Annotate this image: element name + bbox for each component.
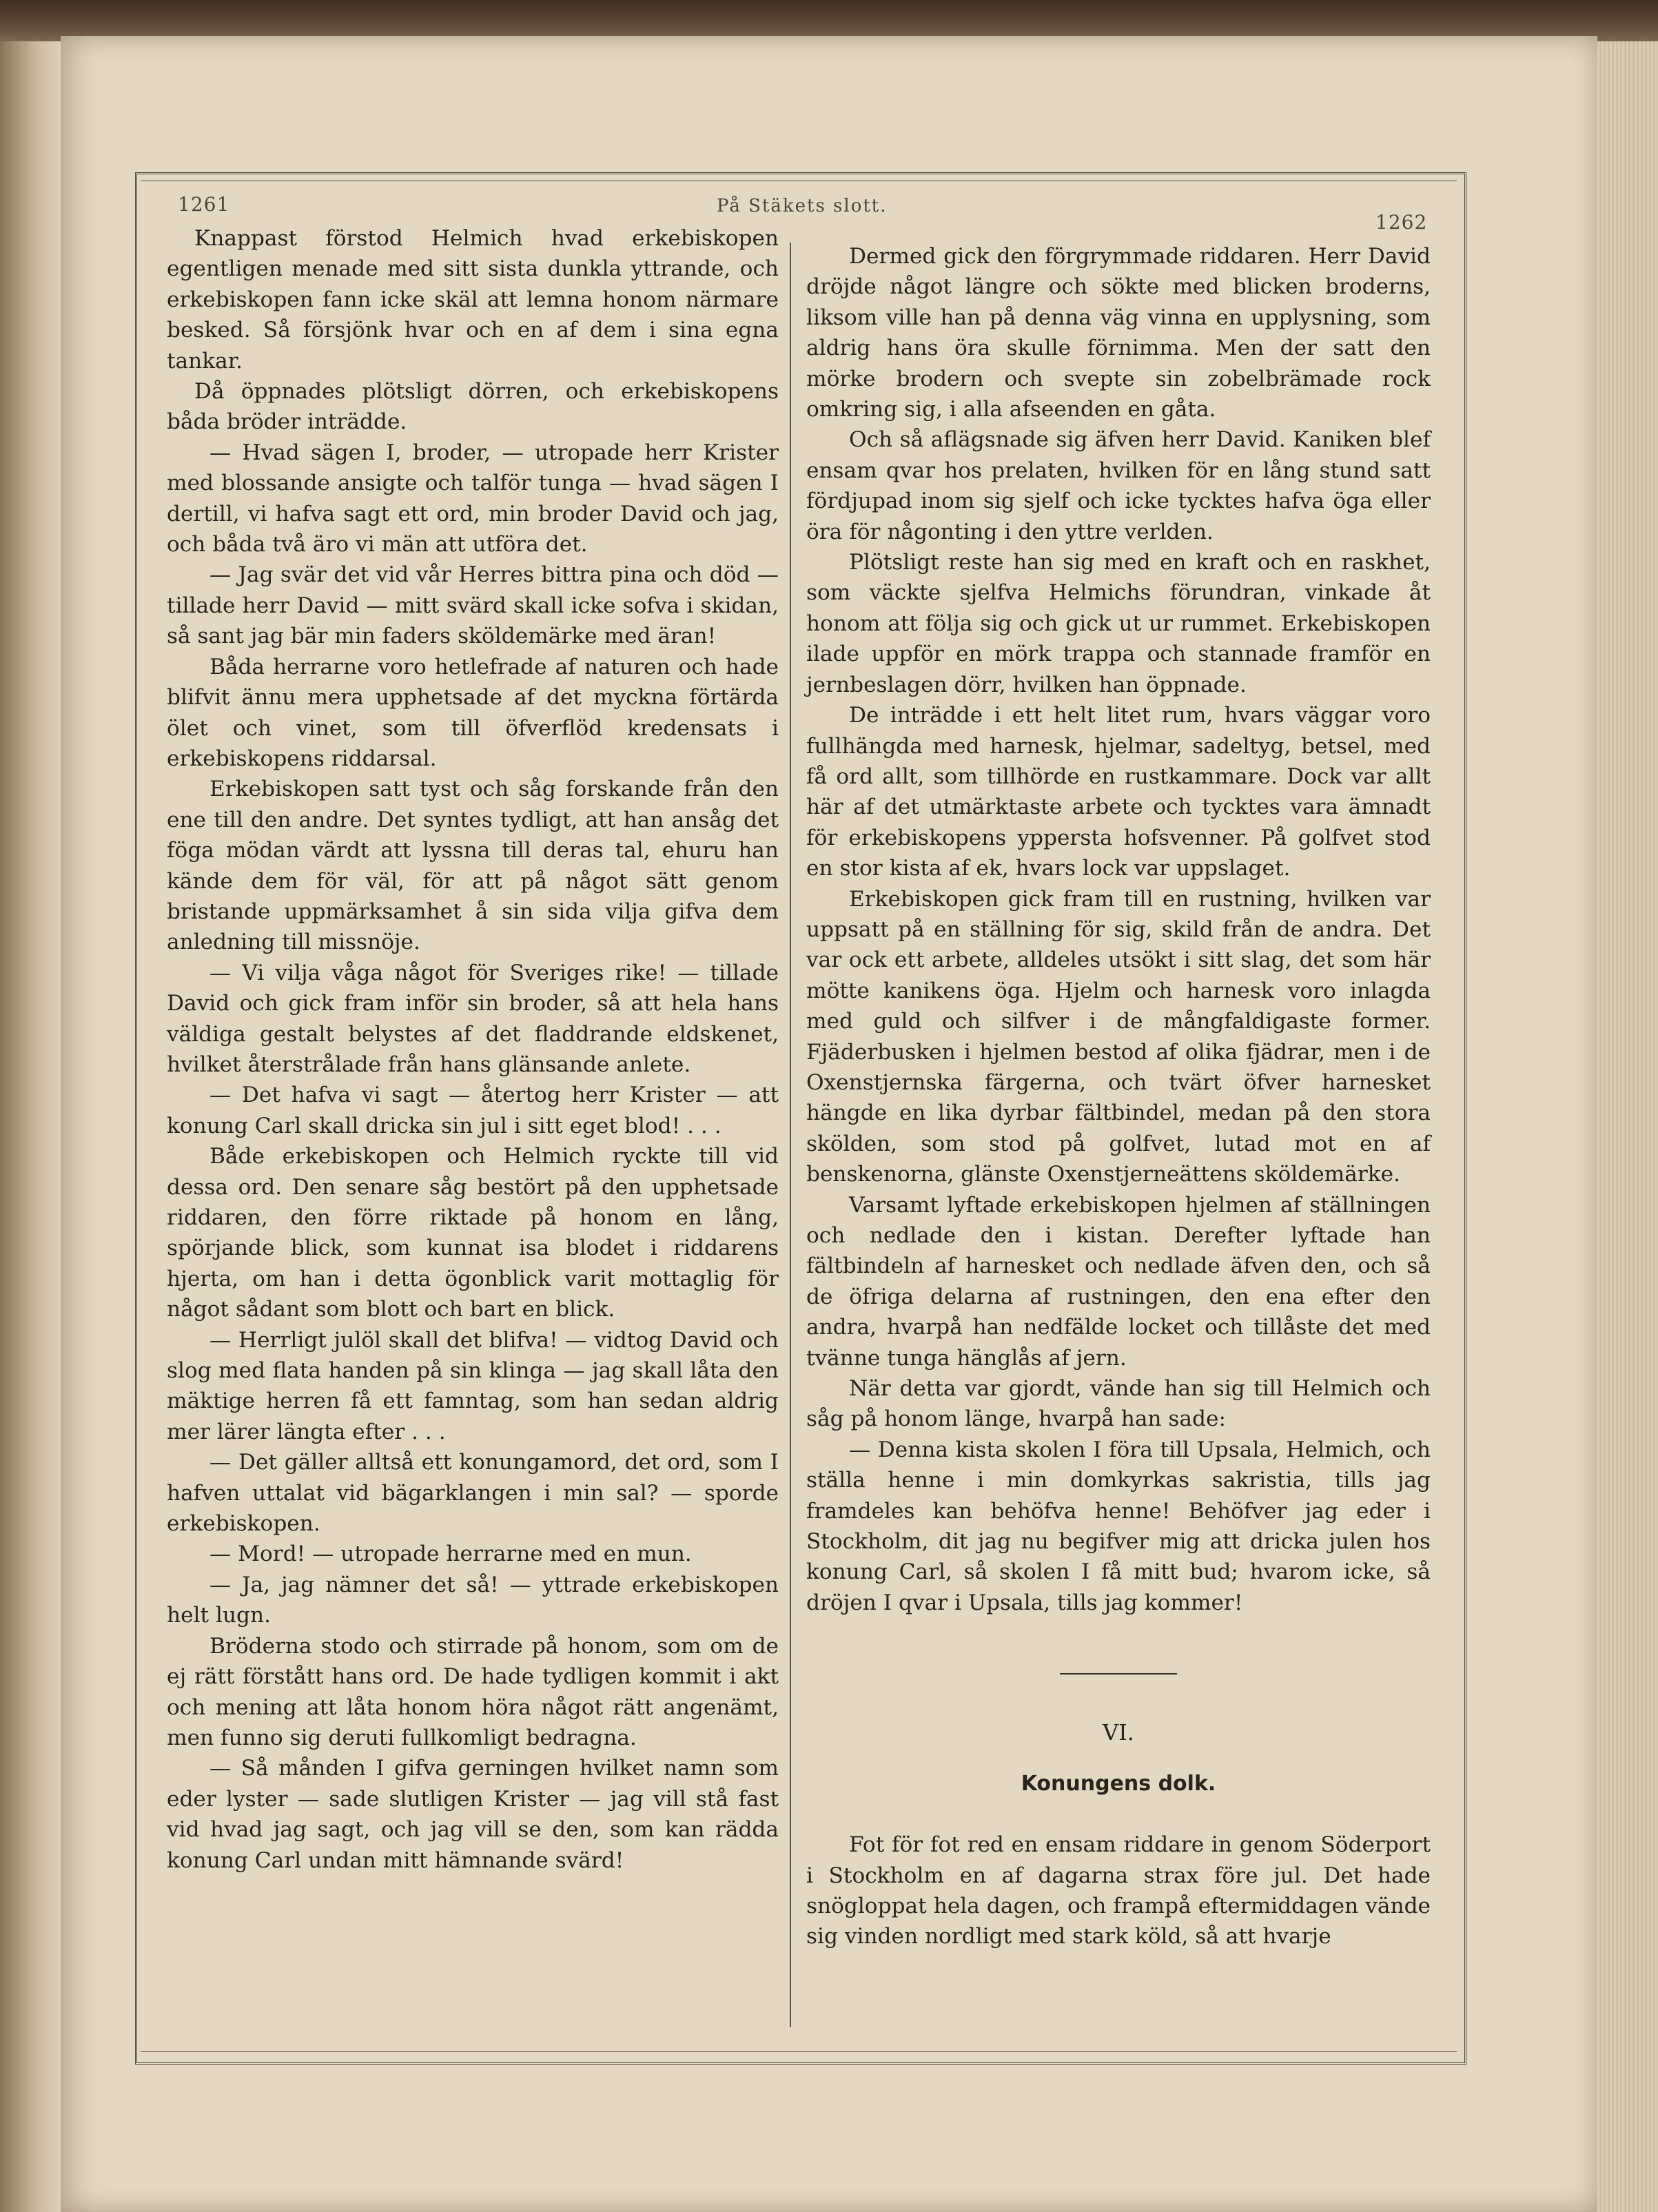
paragraph: Erkebiskopen gick fram till en rustning, hvilken var uppsatt på en ställning för sig, skild från de andra. Det var ock ett arbete, alldeles utsökt i sitt slag, det som här mötte kanikens öga. Hjelm och harnesk voro inlagda med guld och silfver i de mångfaldigaste former. Fjäderbusken i hjelmen bestod af olika fjädrar, men i de Oxenstjernska färgerna, och tvärt öfver harnesket hängde en lika dyrbar fältbindel, medan på den stora skölden, som stod på golfvet, lutad mot en af benskenorna, glänste Oxenstjerneättens sköldemärke. [806,886,1431,1187]
chapter-title: Konungens dolk. [1021,1771,1216,1796]
paragraph: — Det hafva vi sagt — återtog herr Krister — att konung Carl skall dricka sin jul i sitt eget blod! . . . [167,1083,779,1138]
paragraph: Erkebiskopen satt tyst och såg forskande från den ene till den andre. Det syntes tydligt, att han ansåg det föga mödan värdt att lyssna till deras tal, ehuru han kände dem för väl, för att på något sätt genom bristande uppmärksamhet å sin sida vilja gifva dem anledning till missnöje. [167,777,779,955]
paragraph: — Jag svär det vid vår Herres bittra pina och död — tillade herr David — mitt svärd skall icke sofva i skidan, så sant jag bär min faders sköldemärke med äran! [167,562,779,649]
section-rule [1060,1673,1177,1675]
left-column [167,223,779,1876]
page-number-left: 1261 [178,193,230,216]
paragraph: — Ja, jag nämner det så! — yttrade erkebiskopen helt lugn. [167,1572,779,1628]
paragraph: — Herrligt julöl skall det blifva! — vidtog David och slog med flata handen på sin klinga — jag skall låta den mäktige herren få ett famntag, som han sedan aldrig mer lärer längta efter . . . [167,1327,779,1444]
paragraph: Och så aflägsnade sig äfven herr David. Kaniken blef ensam qvar hos prelaten, hvilken för en lång stund satt fördjupad inom sig sjelf och icke tycktes hafva öga eller öra för någonting i den yttre verlden. [806,427,1431,544]
paragraph: — Vi vilja våga något för Sveriges rike! — tillade David och gick fram inför sin broder, så att hela hans väldiga gestalt belystes af det fladdrande eldskenet, hvilket återstrålade från hans glänsande anlete. [167,960,779,1077]
paragraph: De inträdde i ett helt litet rum, hvars väggar voro fullhängda med harnesk, hjelmar, sadeltyg, betsel, med få ord allt, som tillhörde en rustkammare. Dock var allt här af det utmärktaste arbete och tycktes vara ämnadt för erkebiskopens yppersta hofsvenner. På golfvet stod en stor kista af ek, hvars lock var uppslaget. [806,703,1431,881]
paragraph: — Denna kista skolen I föra till Upsala, Helmich, och ställa henne i min domkyrkas sakristia, tills jag framdeles kan behöfva henne! Behöfver jag eder i Stockholm, dit jag nu begifver mig att dricka julen hos konung Carl, så skolen I få mitt bud; hvarom icke, så dröjen I qvar i Upsala, tills jag kommer! [806,1437,1431,1615]
paragraph: — Så månden I gifva gerningen hvilket namn som eder lyster — sade slutligen Krister — jag vill stå fast vid hvad jag sagt, och jag vill se den, som kan rädda konung Carl undan mitt hämnande svärd! [167,1756,779,1873]
paragraph: Bröderna stodo och stirrade på honom, som om de ej rätt förstått hans ord. De hade tydligen kommit i akt och mening att låta honom höra något rätt angenämt, men funno sig deruti fullkomligt bedragna. [167,1633,779,1750]
paragraph: — Hvad sägen I, broder, — utropade herr Krister med blossande ansigte och talför tunga — hvad sägen I dertill, vi hafva sagt ett ord, min broder David och jag, och båda två äro vi män att utföra det. [167,440,779,557]
page-edge [1597,41,1658,2212]
paragraph: Varsamt lyftade erkebiskopen hjelmen af ställningen och nedlade den i kistan. Derefter lyftade han fältbindeln af harnesket och nedlade äfven den, och så de öfriga delarna af rustningen, den ena efter den andra, hvarpå han nedfälde locket och tillåste det med tvänne tunga hänglås af jern. [806,1192,1431,1371]
paragraph: När detta var gjordt, vände han sig till Helmich och såg på honom länge, hvarpå han sade: [806,1376,1431,1432]
column-divider [790,243,791,2027]
paragraph: Plötsligt reste han sig med en kraft och en raskhet, som väckte sjelfva Helmichs förundran, vinkade åt honom att följa sig och gick ut ur rummet. Erkebiskopen ilade uppför en mörk trappa och stannade framför en jernbeslagen dörr, hvilken han öppnade. [806,550,1431,697]
paragraph: Då öppnades plötsligt dörren, och erkebiskopens båda bröder inträdde. [167,379,779,435]
chapter-opening-paragraph: Fot för fot red en ensam riddare in genom Söderport i Stockholm en af dagarna strax före jul. Det hade snögloppat hela dagen, och frampå eftermiddagen vände sig vinden nordligt med stark köld, så att hvarje [806,1832,1431,1949]
paragraph: Båda herrarne voro hetlefrade af naturen och hade blifvit ännu mera upphetsade af det myckna förtärda ölet och vinet, som till öfverflöd kredensats i erkebiskopens riddarsal. [167,654,779,771]
page-number-right: 1262 [1375,211,1428,234]
paragraph: Knappast förstod Helmich hvad erkebiskopen egentligen menade med sitt sista dunkla yttrande, och erkebiskopen fann icke skäl att lemna honom närmare besked. Så försjönk hvar och en af dem i sina egna tankar. [167,226,779,373]
paragraph: — Mord! — utropade herrarne med en mun. [209,1542,692,1567]
right-column [806,241,1431,1952]
running-title: På Stäkets slott. [717,196,888,216]
chapter-number: VI. [1103,1719,1134,1746]
paragraph: Både erkebiskopen och Helmich ryckte till vid dessa ord. Den senare såg bestört på den upphetsade riddaren, den förre riktade på honom en lång, spörjande blick, som kunnat isa blodet i riddarens hjerta, om han i detta ögonblick varit mottaglig för något sådant som blott och bart en blick. [167,1144,779,1322]
paragraph: — Det gäller alltså ett konungamord, det ord, som I hafven uttalat vid bägarklangen i min sal? — sporde erkebiskopen. [167,1450,779,1537]
book-spine [0,0,1658,41]
left-gutter [0,41,62,2212]
paragraph: Dermed gick den förgrymmade riddaren. Herr David dröjde något längre och sökte med blicken broderns, liksom ville han på denna väg vinna en upplysning, som aldrig hans öra skulle förnimma. Men der satt den mörke brodern och svepte sin zobelbrämade rock omkring sig, i alla afseenden en gåta. [806,244,1431,422]
